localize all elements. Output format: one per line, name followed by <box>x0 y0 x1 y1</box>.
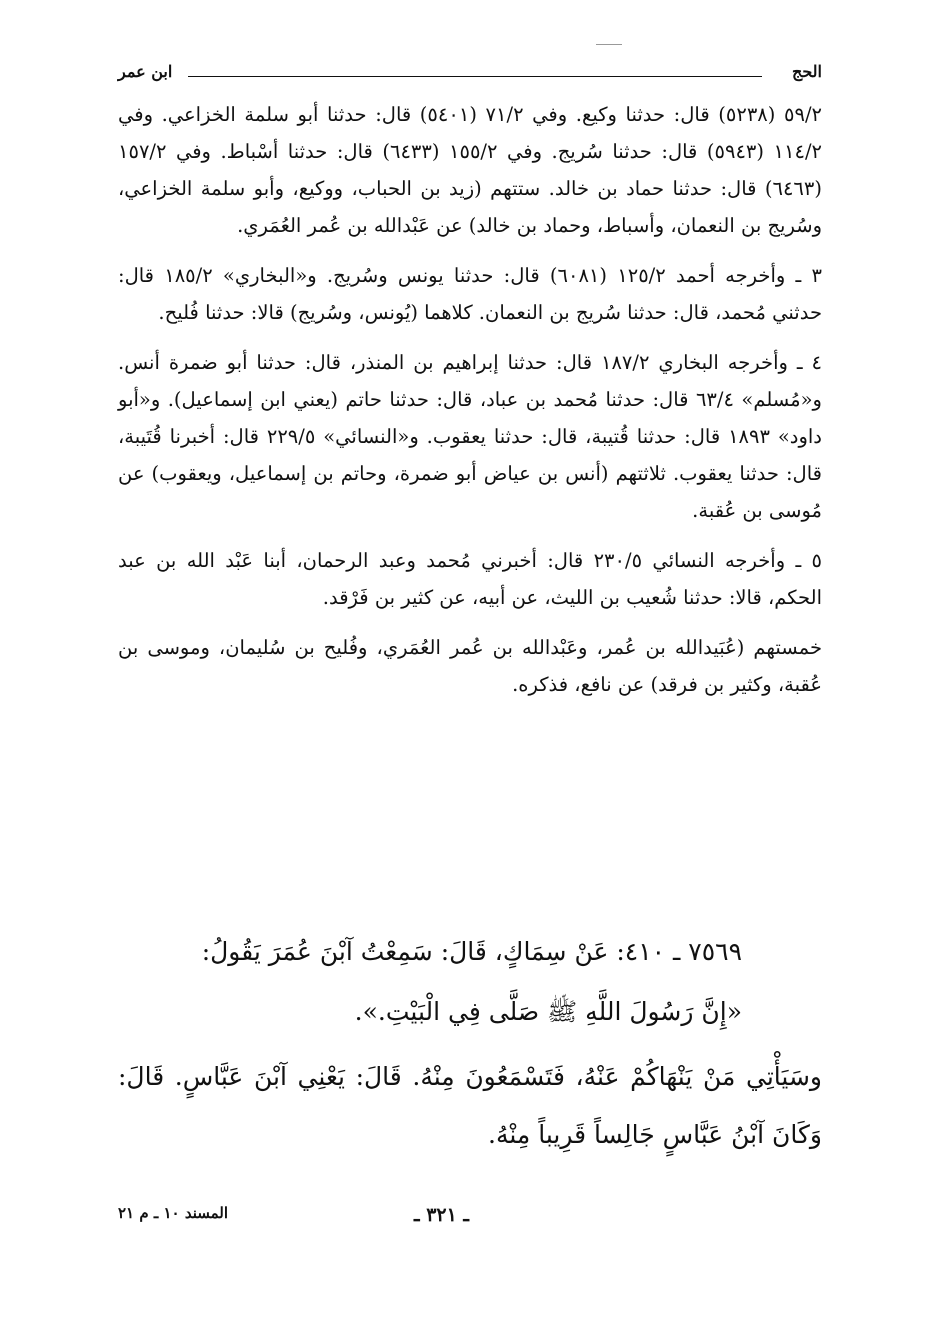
running-header <box>118 62 822 88</box>
hadith-continuation: وسَيَأْتِي مَنْ يَنْهَاكُمْ عَنْهُ، فَتَسْمَعُونَ مِنْهُ. قَالَ: يَعْنِي آبْنَ عَبَّاسٍ. قَالَ: وَكَانَ آبْنُ عَبَّاسٍ جَالِساً قَرِيباً مِنْهُ. <box>118 1062 822 1149</box>
top-mark <box>596 44 622 45</box>
note-paragraph: خمستهم (عُبَيدالله بن عُمر، وعَبْدالله بن عُمر العُمَري، وفُليح بن سُليمان، وموسى بن عُقبة، وكثير بن فرقد) عن نافع، فذكره. <box>118 636 822 696</box>
page-number: ـ ٣٢١ ـ <box>414 1204 469 1226</box>
narrator-title: ابن عمر <box>118 62 173 81</box>
page-footer <box>118 1204 822 1232</box>
note-paragraph: ٣ ـ وأخرجه أحمد ١٢٥/٢ (٦٠٨١) قال: حدثنا يونس وسُريج. و«البخاري» ١٨٥/٢ قال: حدثني مُحمد، قال: حدثنا سُريج بن النعمان. كلاهما (يُونس، وسُريج) قالا: حدثنا فُليح. <box>118 264 822 324</box>
header-rule <box>188 76 762 77</box>
note-paragraph: ٥٩/٢ (٥٢٣٨) قال: حدثنا وكيع. وفي ٧١/٢ (٥٤٠١) قال: حدثنا أبو سلمة الخزاعي. وفي ١١٤/٢ (٥٩٤٣) قال: حدثنا سُريج. وفي ١٥٥/٢ (٦٤٣٣) قال: حدثنا أسْباط. وفي ١٥٧/٢ (٦٤٦٣) قال: حدثنا حماد بن خالد. ستتهم (زيد بن الحباب، ووكيع، وأبو سلمة الخزاعي، وسُريج بن النعمان، وأسباط، وحماد بن خالد) عن عَبْدالله بن عُمر العُمَري. <box>118 103 822 237</box>
note-paragraph: ٥ ـ وأخرجه النسائي ٢٣٠/٥ قال: أخبرني مُحمد وعبد الرحمان، أبنا عَبْد الله بن عبد الحكم، قالا: حدثنا شُعيب بن الليث، عن أبيه، عن كثير بن فَرْقد. <box>118 549 822 609</box>
volume-signature: المسند ١٠ ـ م ٢١ <box>118 1204 229 1222</box>
chapter-title: الحج <box>792 62 822 81</box>
takhrij-notes <box>118 96 822 716</box>
hadith-isnad: ٧٥٦٩ ـ ٤١٠: عَنْ سِمَاكٍ، قَالَ: سَمِعْتُ آبْنَ عُمَرَ يَقُولُ: <box>201 937 742 966</box>
hadith-block <box>118 922 822 1164</box>
note-paragraph: ٤ ـ وأخرجه البخاري ١٨٧/٢ قال: حدثنا إبراهيم بن المنذر، قال: حدثنا أبو ضمرة أنس. و«مُسلم» ٦٣/٤ قال: حدثنا مُحمد بن عباد، قال: حدثنا حاتم (يعني ابن إسماعيل). و«أبو داود» ١٨٩٣ قال: حدثنا قُتيبة، قال: حدثنا يعقوب. و«النسائي» ٢٢٩/٥ قال: أخبرنا قُتَيبة، قال: حدثنا يعقوب. ثلاثتهم (أنس بن عياض أبو ضمرة، وحاتم بن إسماعيل، ويعقوب) عن مُوسى بن عُقبة. <box>118 351 822 522</box>
hadith-matn: «إِنَّ رَسُولَ اللَّهِ ﷺ صَلَّى فِي الْبَيْتِ.». <box>354 997 742 1026</box>
